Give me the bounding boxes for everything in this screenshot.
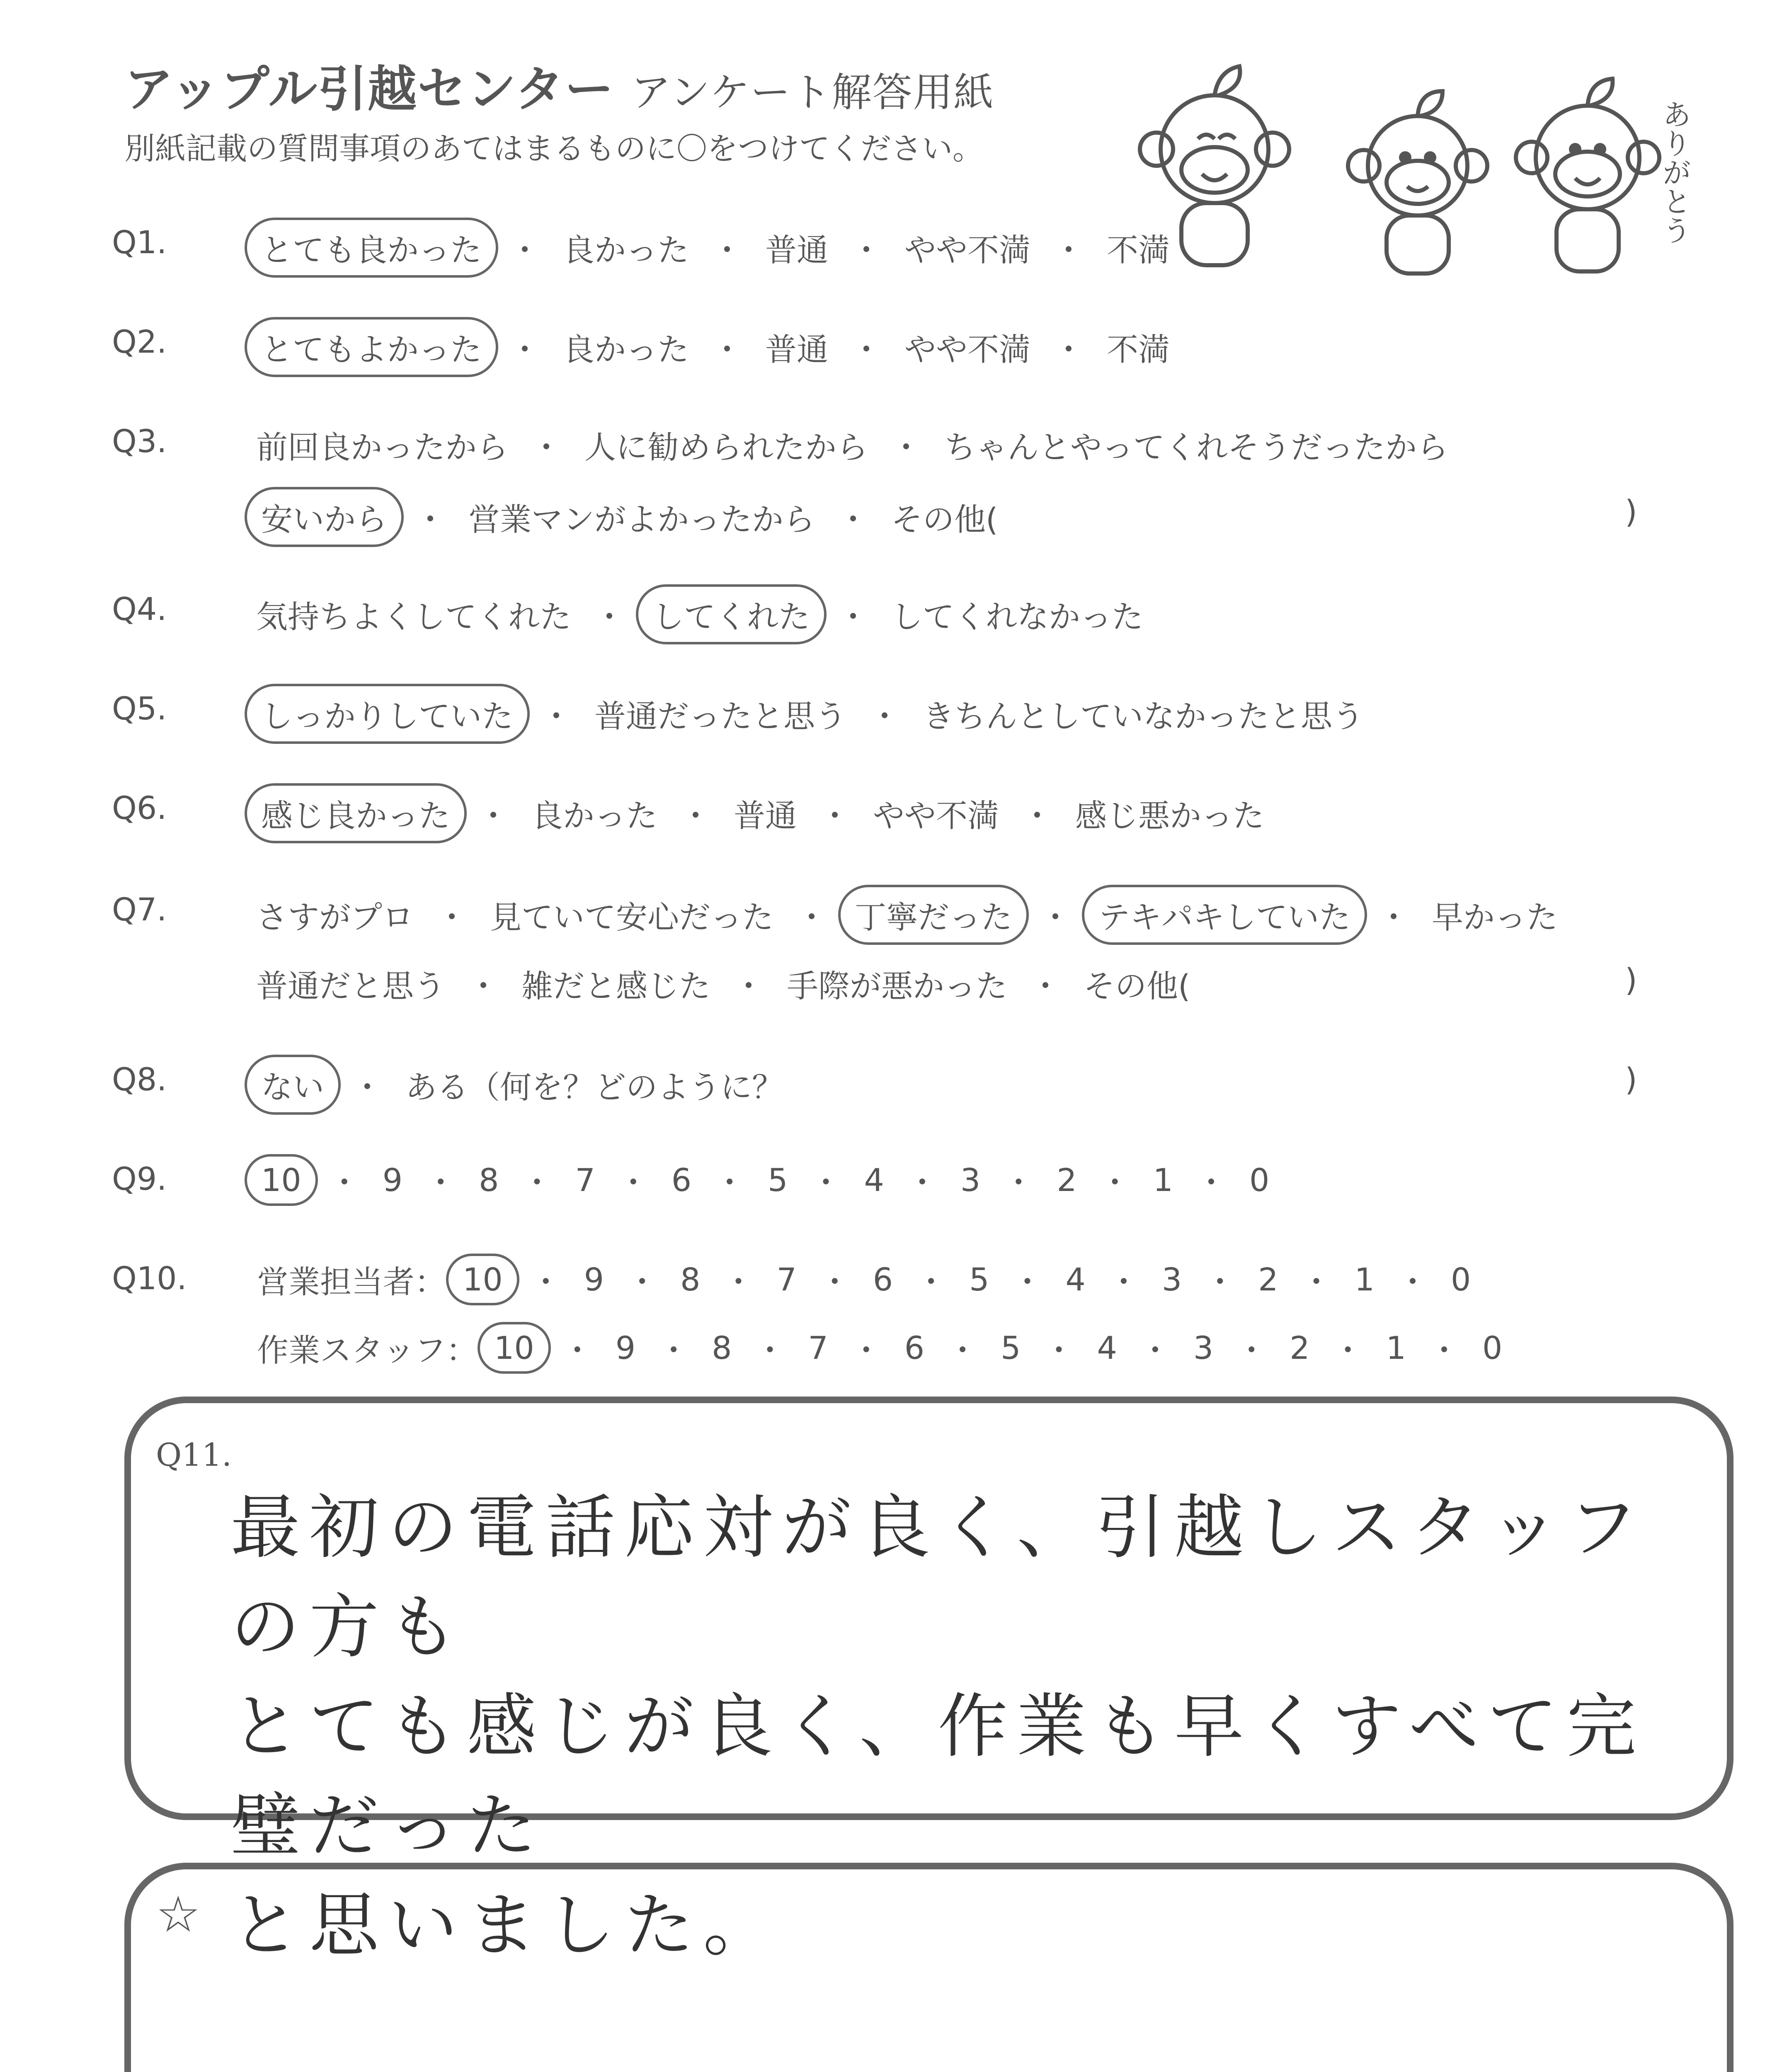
q10-sales-label: 営業担当者 [257,1264,415,1300]
separator: ・ [837,598,869,635]
q5-option-2[interactable]: 普通だったと思う [594,698,846,735]
q10-sales-score-6[interactable]: 6 [873,1261,893,1298]
separator: ・ [352,1069,383,1106]
q7-option-7[interactable]: 雑だと感じた [521,968,710,1005]
separator: ・ [509,331,541,368]
q4-label: Q4. [112,591,167,627]
q6-options [245,783,1276,843]
q5-option-1[interactable]: しっかりしていた [245,684,530,744]
separator: ・ [617,1164,649,1201]
q7-option-3[interactable]: 丁寧だった [838,885,1029,945]
q7-option-2[interactable]: 見ていて安心だった [490,899,773,936]
q3-option-4[interactable]: 安いから [245,487,404,547]
q9-score-7[interactable]: 7 [575,1162,595,1198]
q10-label: Q10. [112,1260,187,1297]
separator: ・ [714,1164,746,1201]
q11-comment-box[interactable] [124,1397,1734,1966]
separator: ・ [906,1164,938,1201]
separator: ・ [851,331,882,368]
q6-option-1[interactable]: 感じ良かった [245,783,467,843]
q7-option-8[interactable]: 手際が悪かった [787,968,1007,1005]
q10-sales-score-9[interactable]: 9 [584,1261,604,1298]
q10-sales-options [257,1254,1482,1305]
q3-option-5[interactable]: 営業マンがよかったから [468,501,815,538]
q11-comment-line: とても感じが良く、作業も早くすべて完璧だった [230,1686,1646,1866]
separator: ・ [1397,1264,1428,1300]
separator: ・ [711,232,743,269]
q7-close-paren: ) [1625,961,1637,998]
q7-option-5[interactable]: 早かった [1432,899,1558,936]
q1-option-5[interactable]: 不満 [1107,232,1170,269]
q10-staff-score-6[interactable]: 6 [904,1329,925,1366]
q8-label: Q8. [112,1061,167,1098]
separator: ・ [328,1164,360,1201]
separator: ・ [1030,968,1061,1005]
q10-staff-score-9[interactable]: 9 [615,1329,636,1366]
q10-staff-label: 作業スタッフ [257,1332,446,1369]
separator: ・ [658,1332,690,1369]
separator: ・ [754,1332,786,1369]
q9-score-10[interactable]: 10 [245,1154,318,1206]
q3-close-paren: ) [1625,493,1637,530]
q7-options-line1 [245,885,1569,945]
q9-score-1[interactable]: 1 [1153,1162,1173,1198]
separator: ・ [722,1264,754,1300]
separator: ・ [1195,1164,1227,1201]
q9-score-0[interactable]: 0 [1249,1162,1270,1198]
q10-staff-score-5[interactable]: 5 [1001,1329,1021,1366]
q10-sales-score-3[interactable]: 3 [1161,1261,1182,1298]
separator: ・ [680,797,711,834]
q6-option-3[interactable]: 普通 [734,797,797,834]
q3-option-other[interactable]: その他( [891,501,998,538]
q1-option-4[interactable]: やや不満 [904,232,1030,269]
q10-sales-colon: ： [415,1264,446,1300]
q8-option-2[interactable]: ある（何を？どのように？ [405,1069,783,1106]
separator: ・ [1053,232,1084,269]
q10-sales-score-7[interactable]: 7 [776,1261,797,1298]
separator: ・ [837,501,869,538]
q3-options-line2 [245,487,1010,547]
q11-label: Q11. [156,1436,232,1473]
q11-comment-line: 最初の電話応対が良く、引越しスタッフの方も [230,1487,1647,1668]
q9-score-9[interactable]: 9 [382,1162,403,1198]
separator: ・ [1011,1264,1043,1300]
separator: ・ [436,899,468,936]
separator: ・ [521,1164,553,1201]
q4-option-1[interactable]: 気持ちよくしてくれた [256,598,571,635]
q10-staff-score-2[interactable]: 2 [1290,1329,1310,1366]
q10-sales-score-4[interactable]: 4 [1065,1261,1086,1298]
separator: ・ [869,698,900,735]
q10-staff-score-8[interactable]: 8 [712,1329,732,1366]
q10-sales-score-0[interactable]: 0 [1450,1261,1471,1298]
separator: ・ [733,968,764,1005]
separator: ・ [530,1264,562,1300]
q6-label: Q6. [112,789,167,826]
form-title [124,50,994,120]
q7-option-1[interactable]: さすがプロ [256,899,414,936]
q2-option-5[interactable]: 不満 [1107,331,1170,368]
separator: ・ [1108,1264,1140,1300]
q10-staff-score-7[interactable]: 7 [808,1329,828,1366]
q6-option-4[interactable]: やや不満 [873,797,999,834]
instruction-text: 別紙記載の質問事項のあてはまるものに〇をつけてください。 [124,131,983,167]
star-icon: ☆ [156,1886,201,1944]
company-name: アップル引越センター [124,61,615,118]
mascot-thanks-text: ありがとう [1658,99,1692,244]
q3-label: Q3. [112,423,167,460]
q3-options-line1 [245,416,1460,473]
separator: ・ [425,1164,457,1201]
q9-label: Q9. [112,1160,167,1197]
separator: ・ [819,797,851,834]
q10-sales-score-8[interactable]: 8 [680,1261,701,1298]
q7-option-other[interactable]: その他( [1084,968,1190,1005]
separator: ・ [561,1332,593,1369]
separator: ・ [509,232,541,269]
separator: ・ [1204,1264,1236,1300]
q8-options [245,1055,795,1115]
separator: ・ [1428,1332,1460,1369]
q5-option-3[interactable]: きちんとしていなかったと思う [923,698,1364,735]
separator: ・ [1099,1164,1131,1201]
q4-option-3[interactable]: してくれなかった [891,598,1143,635]
q6-option-5[interactable]: 感じ悪かった [1075,797,1264,834]
separator: ・ [1003,1164,1035,1201]
q8-option-1[interactable]: ない [245,1055,341,1115]
q4-option-2[interactable]: してくれた [636,584,827,644]
q2-option-3[interactable]: 普通 [765,331,828,368]
q10-staff-score-3[interactable]: 3 [1193,1329,1214,1366]
separator: ・ [468,968,499,1005]
q4-options [245,584,1155,644]
q9-score-4[interactable]: 4 [864,1162,884,1198]
q6-option-2[interactable]: 良かった [531,797,657,834]
separator: ・ [947,1332,979,1369]
form-subtitle: アンケート解答用紙 [631,69,994,116]
separator: ・ [810,1164,842,1201]
q2-option-1[interactable]: とてもよかった [245,317,498,377]
q8-close-paren: ) [1625,1061,1637,1098]
q10-staff-score-4[interactable]: 4 [1097,1329,1117,1366]
separator: ・ [915,1264,947,1300]
q10-sales-score-10[interactable]: 10 [446,1254,519,1305]
separator: ・ [850,1332,882,1369]
separator: ・ [711,331,743,368]
separator: ・ [1021,797,1053,834]
separator: ・ [1139,1332,1171,1369]
q7-label: Q7. [112,891,167,928]
q1-option-3[interactable]: 普通 [765,232,828,269]
separator: ・ [531,429,562,466]
q10-staff-score-0[interactable]: 0 [1482,1329,1503,1366]
q10-staff-score-1[interactable]: 1 [1386,1329,1406,1366]
q9-score-3[interactable]: 3 [960,1162,981,1198]
monkey-mascots-icon [1119,50,1720,282]
q10-staff-score-10[interactable]: 10 [478,1322,551,1374]
q1-options [245,218,1181,278]
separator: ・ [851,232,882,269]
separator: ・ [626,1264,658,1300]
q9-score-2[interactable]: 2 [1057,1162,1077,1198]
q1-option-1[interactable]: とても良かった [245,218,498,278]
q5-label: Q5. [112,690,167,727]
separator: ・ [890,429,922,466]
q2-option-4[interactable]: やや不満 [904,331,1030,368]
separator: ・ [541,698,572,735]
separator: ・ [1053,331,1084,368]
q10-sales-score-2[interactable]: 2 [1258,1261,1278,1298]
q7-option-4[interactable]: テキパキしていた [1082,885,1367,945]
separator: ・ [819,1264,851,1300]
q3-option-2[interactable]: 人に勧められたから [584,429,868,466]
q3-option-3[interactable]: ちゃんとやってくれそうだったから [944,429,1448,466]
q9-score-5[interactable]: 5 [768,1162,788,1198]
star-comment-box[interactable] [124,1863,1734,2072]
q9-score-8[interactable]: 8 [479,1162,499,1198]
separator: ・ [478,797,509,834]
separator: ・ [796,899,827,936]
q7-options-line2 [245,955,1202,1012]
separator: ・ [1040,899,1071,936]
separator: ・ [1236,1332,1268,1369]
q1-option-2[interactable]: 良かった [563,232,689,269]
q1-label: Q1. [112,224,167,261]
separator: ・ [415,501,446,538]
q10-sales-score-5[interactable]: 5 [969,1261,989,1298]
q9-score-6[interactable]: 6 [671,1162,692,1198]
q9-options [245,1154,1281,1206]
separator: ・ [1378,899,1409,936]
q10-staff-colon: ： [446,1332,478,1369]
q2-options [245,317,1181,377]
q11-comment-line: と思いました。 [230,1885,782,1966]
separator: ・ [1332,1332,1364,1369]
q3-option-1[interactable]: 前回良かったから [256,429,508,466]
separator: ・ [1300,1264,1332,1300]
q10-staff-options [257,1322,1514,1374]
q5-options [245,684,1375,744]
q2-option-2[interactable]: 良かった [563,331,689,368]
q2-label: Q2. [112,323,167,360]
separator: ・ [1043,1332,1075,1369]
separator: ・ [594,598,625,635]
q7-option-6[interactable]: 普通だと思う [256,968,445,1005]
q10-sales-score-1[interactable]: 1 [1354,1261,1375,1298]
